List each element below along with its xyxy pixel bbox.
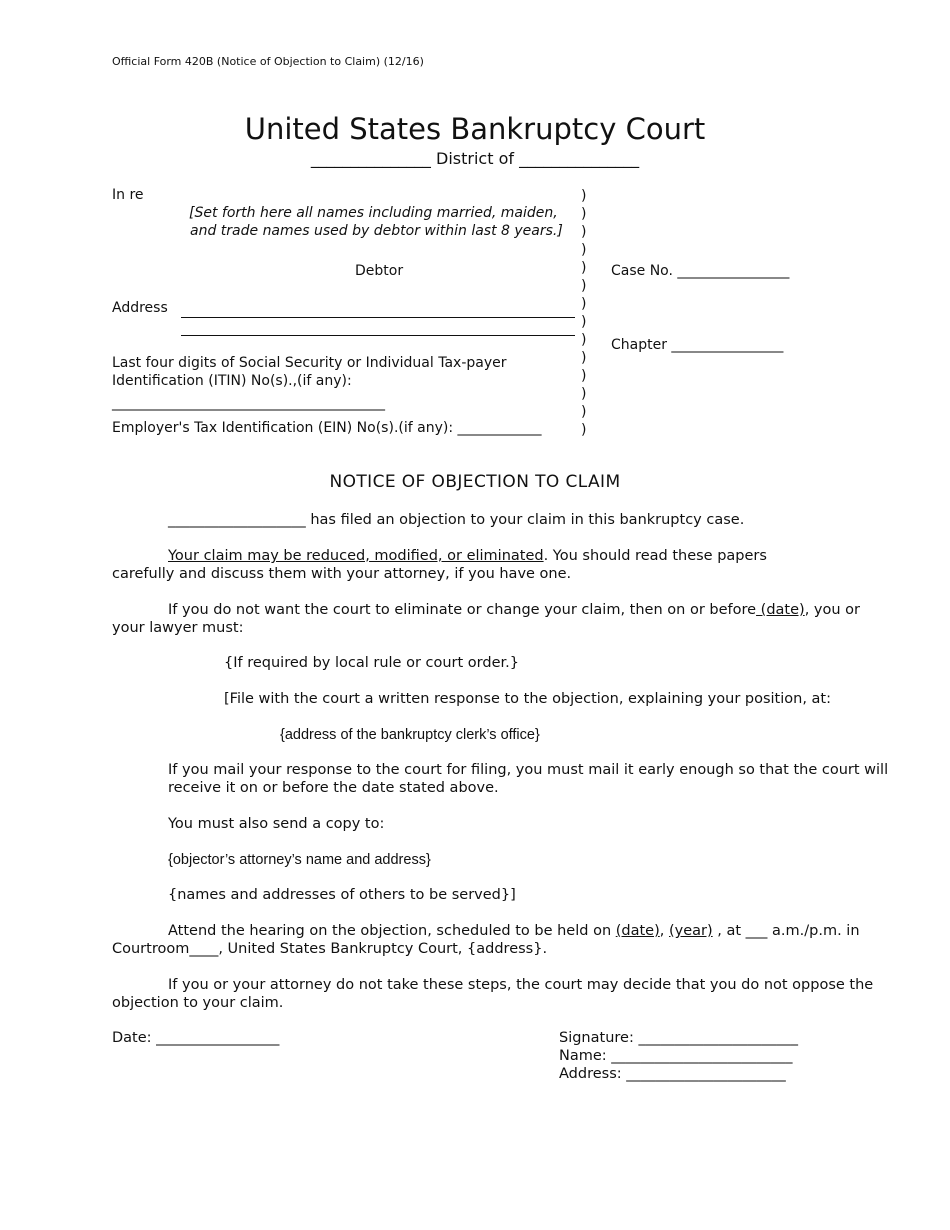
chapter-field[interactable]: Chapter ________________ [611, 337, 784, 353]
court-title: United States Bankruptcy Court [244, 112, 706, 146]
others-served-placeholder: {names and addresses of others to be served}] [168, 887, 516, 903]
claim-warning-line-2: carefully and discuss them with your attorney, if you have one. [112, 566, 572, 582]
address-line-1[interactable] [181, 317, 575, 318]
clerk-office-address-placeholder: {address of the bankruptcy clerk’s office} [280, 727, 540, 743]
hearing-year-placeholder: (year) [668, 923, 713, 939]
date-field[interactable]: Date: _________________ [112, 1030, 280, 1046]
hearing-date-placeholder: (date) [615, 923, 660, 939]
objector-name-blank[interactable]: ___________________ [168, 512, 306, 528]
claim-warning-underlined: Your claim may be reduced, modified, or eliminated [168, 548, 544, 564]
hearing-time-text: , at ___ a.m./p.m. in [712, 923, 860, 939]
names-instruction-line-1: [Set forth here all names including married, maiden, [189, 205, 558, 221]
mail-response-line-2: receive it on or before the date stated above. [168, 780, 499, 796]
hearing-text: Attend the hearing on the objection, scheduled to be held on [168, 923, 616, 939]
district-line: _______________ District of _______________ [310, 149, 640, 168]
address-line-2[interactable] [181, 335, 575, 336]
ein-label[interactable]: Employer's Tax Identification (EIN) No(s).(if any): ____________ [112, 420, 542, 436]
file-response-instruction: [File with the court a written response to the objection, explaining your position, at: [224, 691, 831, 707]
objector-attorney-placeholder: {objector’s attorney’s name and address} [168, 852, 431, 868]
form-identifier: Official Form 420B (Notice of Objection to Claim) (12/16) [112, 55, 424, 68]
debtor-label: Debtor [355, 263, 404, 279]
caption-parentheses: ) ) ) ) ) ) ) ) ) ) ) ) ) ) [581, 188, 587, 438]
mail-response-line-1: If you mail your response to the court for filing, you must mail it early enough so that the court will [168, 762, 889, 778]
names-instruction-line-2: and trade names used by debtor within last 8 years.] [190, 223, 563, 239]
consequence-line-2: objection to your claim. [112, 995, 284, 1011]
deadline-text: If you do not want the court to eliminate or change your claim, then on or before [168, 602, 757, 618]
claim-warning-line-1 [168, 547, 767, 565]
address-label: Address [112, 300, 168, 316]
name-field[interactable]: Name: _________________________ [559, 1048, 793, 1064]
deadline-line-1 [168, 601, 860, 619]
deadline-date-placeholder: (date) [756, 602, 805, 618]
signature-field[interactable]: Signature: ______________________ [559, 1030, 798, 1046]
in-re-label: In re [112, 187, 144, 203]
ssn-label-line-2: Identification (ITIN) No(s).,(if any): [112, 373, 352, 389]
notice-title: NOTICE OF OBJECTION TO CLAIM [329, 472, 621, 492]
local-rule-note: {If required by local rule or court order.} [224, 655, 519, 671]
send-copy-instruction: You must also send a copy to: [168, 816, 385, 832]
case-number-field[interactable]: Case No. ________________ [611, 263, 790, 279]
objection-filed-paragraph [168, 511, 744, 529]
claim-warning-rest: . You should read these papers [543, 548, 767, 564]
deadline-text-end: , you or [804, 602, 860, 618]
hearing-comma: , [659, 923, 669, 939]
ssn-blank[interactable]: _______________________________________ [112, 395, 385, 411]
hearing-line-1 [168, 922, 860, 940]
consequence-line-1: If you or your attorney do not take these steps, the court may decide that you do not oppose the [168, 977, 874, 993]
objection-filed-text: has filed an objection to your claim in this bankruptcy case. [305, 512, 745, 528]
ssn-label-line-1: Last four digits of Social Security or Individual Tax-payer [112, 355, 507, 371]
hearing-line-2: Courtroom____, United States Bankruptcy Court, {address}. [112, 941, 548, 957]
signer-address-field[interactable]: Address: ______________________ [559, 1066, 786, 1082]
deadline-line-2: your lawyer must: [112, 620, 244, 636]
